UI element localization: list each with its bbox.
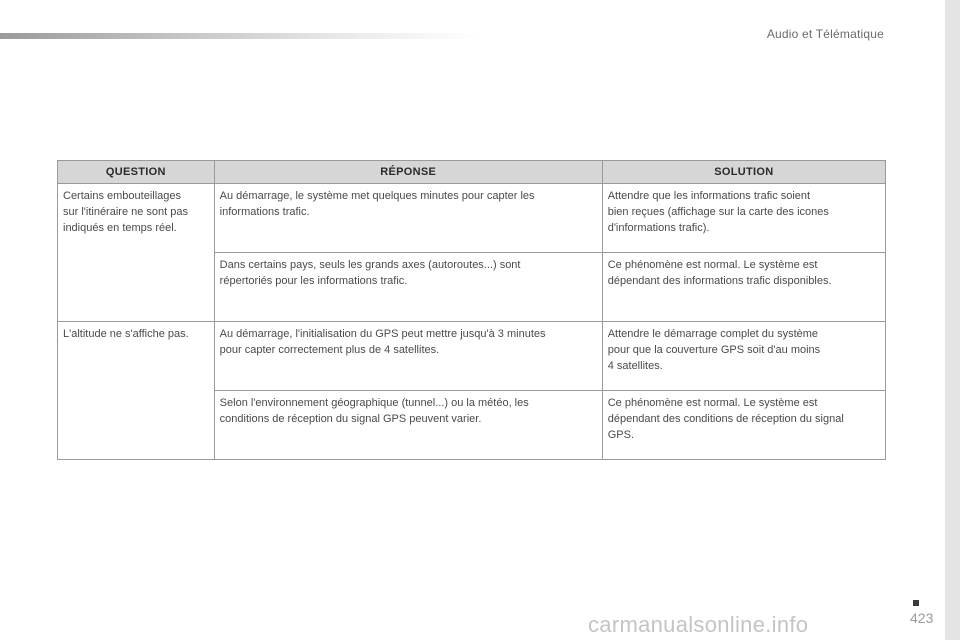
solution-text-line: Ce phénomène est normal. Le système est [607, 259, 818, 271]
response-cell [214, 184, 602, 253]
table-body [58, 184, 886, 460]
solution-text-line: dépendant des conditions de réception du signal [607, 413, 844, 425]
question-text-line: L'altitude ne s'affiche pas. [63, 328, 189, 340]
response-cell [214, 391, 602, 460]
response-cell [214, 322, 602, 391]
table-row [58, 322, 886, 391]
solution-text-line: d'informations trafic). [607, 222, 710, 234]
table-header-row [58, 161, 886, 184]
solution-text-line: dépendant des informations trafic disponibles. [607, 275, 832, 287]
column-header-solution: SOLUTION [602, 161, 885, 184]
table-row [58, 184, 886, 253]
solution-cell [602, 184, 885, 253]
watermark-text: carmanualsonline.info [588, 612, 809, 637]
response-text-line: informations trafic. [219, 206, 310, 218]
response-text-line: conditions de réception du signal GPS peuvent varier. [219, 413, 482, 425]
column-header-response: RÉPONSE [214, 161, 602, 184]
page-edge-strip [945, 0, 960, 640]
question-text-line: indiqués en temps réel. [63, 222, 177, 234]
solution-text-line: 4 satellites. [607, 360, 663, 372]
question-text-line: sur l'itinéraire ne sont pas [63, 206, 188, 218]
response-text-line: Au démarrage, le système met quelques minutes pour capter les [219, 190, 535, 202]
page-number: 423 [910, 610, 934, 626]
page-marker-square [913, 600, 919, 606]
column-header-question: QUESTION [58, 161, 215, 184]
question-text-line: Certains embouteillages [63, 190, 182, 202]
question-cell [58, 184, 215, 322]
solution-text-line: pour que la couverture GPS soit d'au moins [607, 344, 821, 356]
solution-cell [602, 391, 885, 460]
response-text-line: pour capter correctement plus de 4 satellites. [219, 344, 440, 356]
response-text-line: Au démarrage, l'initialisation du GPS peut mettre jusqu'à 3 minutes [219, 328, 546, 340]
solution-cell [602, 322, 885, 391]
solution-text-line: bien reçues (affichage sur la carte des icones [607, 206, 829, 218]
response-text-line: répertoriés pour les informations trafic. [219, 275, 408, 287]
response-text-line: Dans certains pays, seuls les grands axes (autoroutes...) sont [219, 259, 521, 271]
section-title: Audio et Télématique [766, 27, 884, 41]
solution-text-line: Ce phénomène est normal. Le système est [607, 397, 818, 409]
response-cell [214, 253, 602, 322]
solution-text-line: Attendre que les informations trafic soient [607, 190, 811, 202]
response-text-line: Selon l'environnement géographique (tunnel...) ou la météo, les [219, 397, 529, 409]
header-gradient-bar [0, 33, 480, 39]
faq-table [57, 160, 886, 460]
solution-text-line: GPS. [607, 429, 635, 441]
solution-cell [602, 253, 885, 322]
solution-text-line: Attendre le démarrage complet du système [607, 328, 819, 340]
question-cell [58, 322, 215, 460]
